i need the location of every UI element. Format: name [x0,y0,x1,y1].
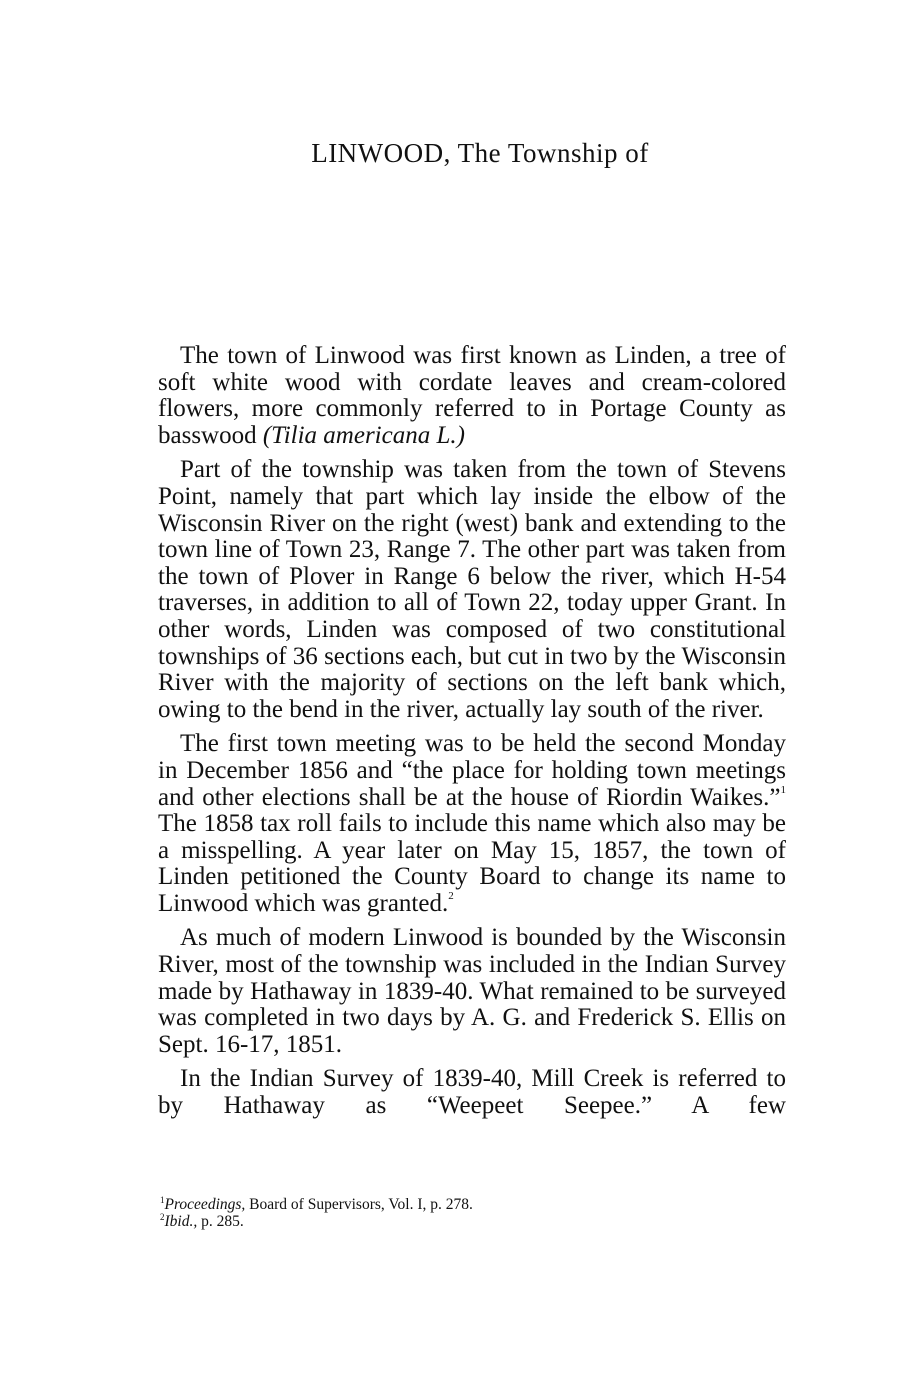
paragraph-text: The 1858 tax roll fails to include this name which also may be a misspelling. A year later on May 15, 1857, the town of Linden petitioned the County Board to change its name to Linwood which was granted. [158,810,786,917]
footnote-mark: 1 [160,1195,165,1205]
footnote-reference: 2 [448,889,454,902]
footnote-source: Ibid., [164,1213,198,1230]
footnotes [160,1196,760,1230]
footnote-text: p. 285. [197,1213,244,1230]
paragraph-text: The first town meeting was to be held the second Monday in December 1856 and “the place for holding town meetings and other elections shall be at the house of Riordin Waikes.” [158,730,786,811]
paragraph: In the Indian Survey of 1839-40, Mill Creek is referred to by Hathaway as “Weepeet Seepee.” A few [158,1065,786,1120]
footnote-reference: 1 [780,783,786,796]
footnote-mark: 2 [160,1212,165,1222]
footnote [160,1196,760,1213]
paragraph: As much of modern Linwood is bounded by the Wisconsin River, most of the township was included in the Indian Survey made by Hathaway in 1839-40. What remained to be surveyed was completed in two days by A. G. and Frederick S. Ellis on Sept. 16-17, 1851. [158,924,786,1058]
scientific-name: (Tilia americana L.) [262,421,465,449]
page-title: LINWOOD, The Township of [311,138,649,168]
footnote [160,1213,760,1230]
footnote-text: Board of Supervisors, Vol. I, p. 278. [245,1196,473,1213]
paragraph: Part of the township was taken from the town of Stevens Point, namely that part which lay inside the elbow of the Wisconsin River on the right (west) bank and extending to the town line of Town 23, Range 7. The other part was taken from the town of Plover in Range 6 below the river, which H-54 traverses, in addition to all of Town 22, today upper Grant. In other words, Linden was composed of two constitutional townships of 36 sections each, but cut in two by the Wisconsin River with the majority of sections on the left bank which, owing to the bend in the river, actually lay south of the river. [158,456,786,723]
paragraph [158,343,786,449]
footnote-source: Proceedings, [164,1196,246,1213]
body-text [158,343,786,1128]
paragraph-text: The town of Linwood was first known as Linden, a tree of soft white wood with cordate leaves and cream-colored flowers, more commonly referred to in Portage County as basswood [158,342,786,449]
paragraph [158,731,786,917]
